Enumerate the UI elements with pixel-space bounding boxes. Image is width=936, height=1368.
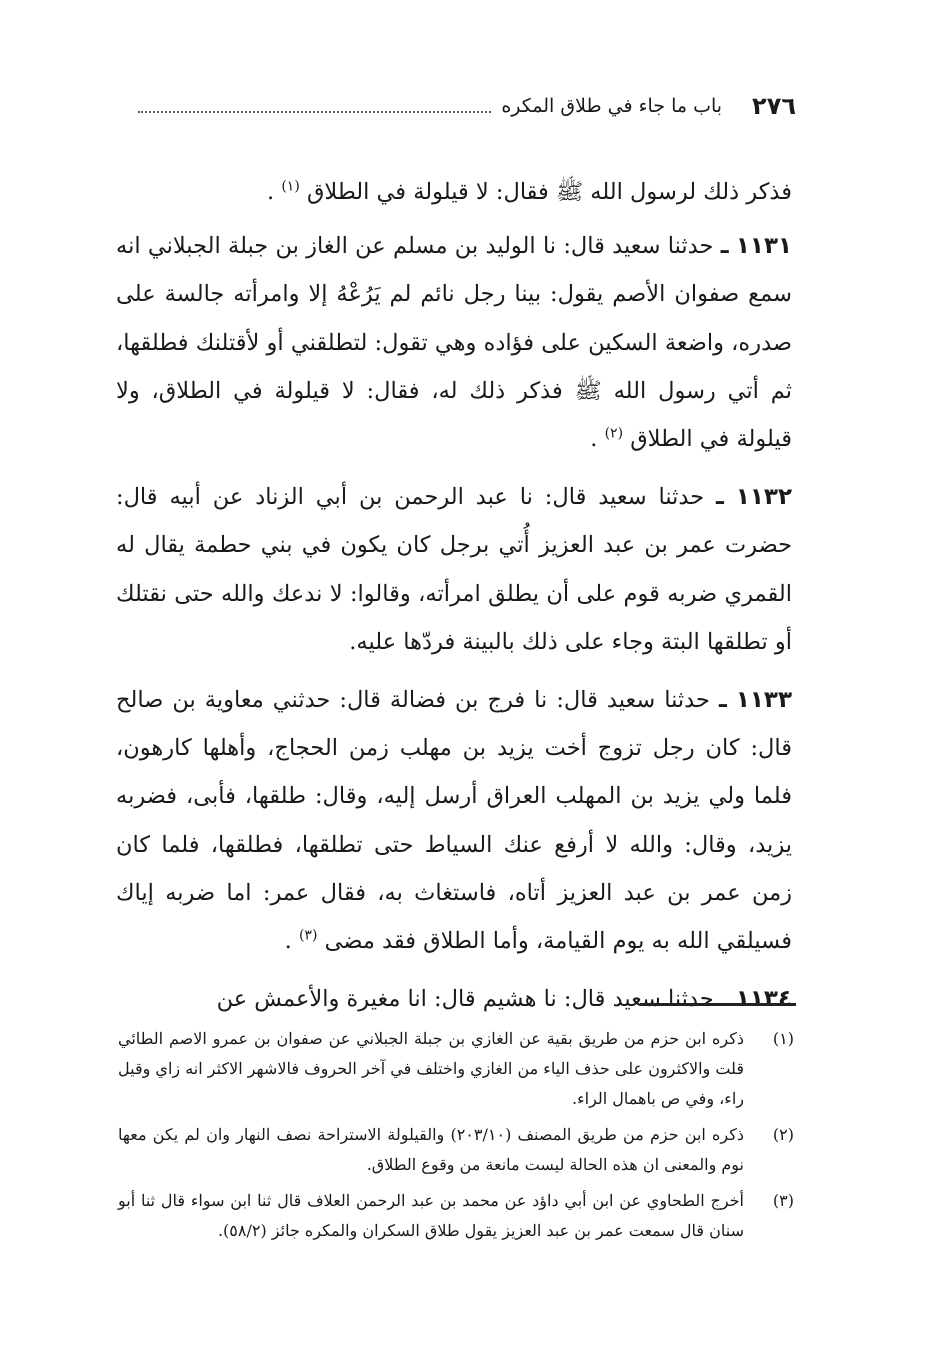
hadith-paragraph	[116, 222, 792, 463]
hadith-text: حدثنا سعيد قال: نا عبد الرحمن بن أبي الزناد عن أبيه قال: حضرت عمر بن عبد العزيز أُتي برجل كان يكون في بني حطمة يقال له القمري ضربه قوم على أن يطلق امرأته، وقالوا: لا ندعك والله حتى نقتلك أو تطلقها البتة وجاء على ذلك بالبينة فردّها عليه.	[116, 484, 792, 655]
footnote	[118, 1186, 794, 1246]
footnote-ref: (١)	[281, 178, 300, 195]
footnote	[118, 1024, 794, 1114]
footnote-ref: (٣)	[298, 927, 318, 944]
hadith-dash: ـ	[720, 233, 729, 260]
footnote-text: ذكره ابن حزم من طريق بقية عن الغازي بن جبلة الجبلاني عن صفوان بن عمرو الاصم الطائي قلت والاكثرون على حذف الياء من الغازي واختلف في آخر الحروف فالاشهر الاكثر انه زاي وقيل راء، وفي ص باهمال الراء.	[118, 1029, 744, 1108]
header-dotted-leader	[138, 111, 491, 113]
footnote	[118, 1120, 794, 1180]
footnote-separator	[640, 1003, 796, 1006]
hadith-paragraph	[116, 676, 792, 965]
main-text	[116, 168, 792, 1033]
hadith-end: .	[284, 928, 292, 955]
hadith-number: ١١٣١	[735, 233, 793, 260]
hadith-end: .	[590, 426, 598, 453]
page-number: ٢٧٦	[752, 92, 796, 120]
hadith-dash: ـ	[720, 986, 729, 1013]
hadith-number: ١١٣٣	[735, 687, 793, 714]
footnote-marker: (٣)	[772, 1191, 794, 1210]
hadith-text: حدثنا سعيد قال: نا فرج بن فضالة قال: حدثني معاوية بن صالح قال: كان رجل تزوج أخت يزيد بن مهلب زمن الحجاج، وأهلها كارهون، فلما ولي يزيد بن المهلب العراق أرسل إليه، وقال: طلقها، فأبى، فضربه يزيد، وقال: والله لا أرفع عنك السياط حتى تطلقها، فطلقها، فلما كان زمن عمر بن عبد العزيز أتاه، فاستغاث به، فقال عمر: اما ضربه إياك فسيلقي الله به يوم القيامة، وأما الطلاق فقد مضى	[116, 687, 792, 955]
hadith-number: ١١٣٢	[735, 484, 793, 511]
running-title: باب ما جاء في طلاق المكره	[501, 95, 723, 117]
footnotes	[118, 1024, 794, 1252]
footnote-ref: (٢)	[604, 425, 624, 442]
page-header	[118, 88, 796, 124]
hadith-text: حدثنا سعيد قال: نا الوليد بن مسلم عن الغاز بن جبلة الجبلاني انه سمع صفوان الأصم يقول: بينا رجل نائم لم يَرُعْهُ إلا وامرأته جالسة على صدره، واضعة السكين على فؤاده وهي تقول: لتطلقني أو لأقتلنك فطلقها، ثم أتي رسول الله ﷺ فذكر ذلك له، فقال: لا قيلولة في الطلاق، ولا قيلولة في الطلاق	[116, 233, 792, 453]
hadith-number: ١١٣٤	[735, 986, 792, 1013]
hadith-paragraph	[116, 975, 792, 1023]
footnote-text: ذكره ابن حزم من طريق المصنف (٢٠٣/١٠) والقيلولة الاستراحة نصف النهار وان لم يكن معها نوم والمعنى ان هذه الحالة ليست مانعة من وقوع الطلاق.	[118, 1125, 744, 1174]
hadith-text: حدثنا سعيد قال: نا هشيم قال: انا مغيرة والأعمش عن	[216, 986, 714, 1013]
footnote-marker: (١)	[772, 1029, 794, 1048]
footnote-text: أخرج الطحاوي عن ابن أبي داؤد عن محمد بن عبد الرحمن العلاف قال ثنا ابن سواء قال ثنا أبو سنان قال سمعت عمر بن عبد العزيز يقول طلاق السكران والمكره جائز (٥٨/٢).	[118, 1191, 744, 1240]
intro-end: .	[267, 179, 275, 205]
hadith-dash: ـ	[716, 484, 724, 511]
intro-text: فذكر ذلك لرسول الله ﷺ فقال: لا قيلولة في الطلاق	[306, 179, 792, 205]
intro-paragraph	[116, 168, 792, 216]
hadith-dash: ـ	[718, 687, 727, 714]
footnote-marker: (٢)	[772, 1125, 794, 1144]
hadith-paragraph	[116, 473, 792, 666]
